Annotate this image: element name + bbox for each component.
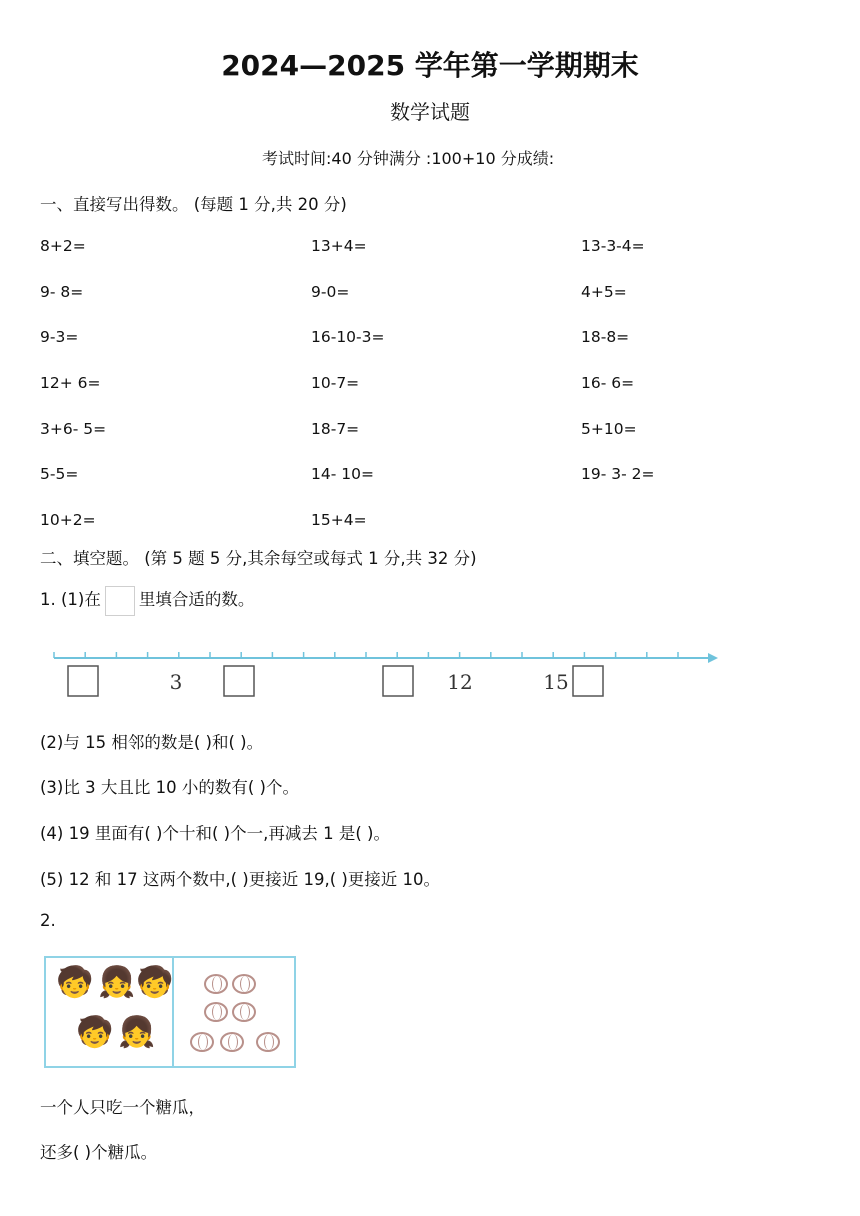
q2-line2: 还多( )个糖瓜。 [40, 1143, 158, 1162]
child-icon: 🧒 [136, 965, 174, 1000]
q1-3: (3)比 3 大且比 10 小的数有( )个。 [40, 778, 299, 797]
answer-box[interactable] [68, 666, 98, 696]
number-line-label: 15 [543, 670, 569, 694]
problem: 9-0= [311, 283, 350, 301]
problem: 12+ 6= [40, 374, 101, 392]
problem: 13+4= [311, 237, 367, 255]
problem: 5+10= [581, 420, 637, 438]
child-icon: 👧 [118, 1015, 156, 1050]
answer-box[interactable] [573, 666, 603, 696]
number-line-ticks [54, 652, 678, 658]
melon-icon [220, 1032, 244, 1052]
problem: 13-3-4= [581, 237, 645, 255]
child-icon: 🧒 [56, 965, 94, 1000]
q1-1-prompt [40, 585, 254, 616]
problem: 16-10-3= [311, 328, 385, 346]
problem: 10-7= [311, 374, 360, 392]
melon-icon [204, 1002, 228, 1022]
q2-figure [44, 956, 296, 1068]
q1-2: (2)与 15 相邻的数是( )和( )。 [40, 733, 264, 752]
number-line-label: 12 [447, 670, 473, 694]
child-icon: 👧 [98, 965, 136, 1000]
melon-icon [232, 1002, 256, 1022]
problem: 9-3= [40, 328, 79, 346]
melon-icon [232, 974, 256, 994]
problem: 15+4= [311, 511, 367, 529]
problem: 9- 8= [40, 283, 84, 301]
problem: 18-8= [581, 328, 630, 346]
problem: 4+5= [581, 283, 627, 301]
q1-1-suffix: 里填合适的数。 [138, 590, 255, 609]
exam-subtitle: 数学试题 [390, 100, 470, 124]
section-1-heading: 一、直接写出得数。 (每题 1 分,共 20 分) [40, 195, 347, 214]
section-2-heading: 二、填空题。 (第 5 题 5 分,其余每空或每式 1 分,共 32 分) [40, 549, 477, 568]
problem: 14- 10= [311, 465, 374, 483]
q1-4: (4) 19 里面有( )个十和( )个一,再减去 1 是( )。 [40, 824, 390, 843]
problem: 16- 6= [581, 374, 635, 392]
exam-info: 考试时间:40 分钟满分 :100+10 分成绩: [262, 149, 555, 168]
number-line [52, 638, 732, 704]
child-icon: 🧒 [76, 1015, 114, 1050]
problem: 8+2= [40, 237, 86, 255]
q1-1-prefix: 1. (1)在 [40, 590, 101, 609]
melon-icon [256, 1032, 280, 1052]
problem: 18-7= [311, 420, 360, 438]
q2-label: 2. [40, 911, 56, 930]
number-line-label: 3 [169, 670, 183, 694]
problem: 19- 3- 2= [581, 465, 655, 483]
answer-box[interactable] [224, 666, 254, 696]
q1-5: (5) 12 和 17 这两个数中,( )更接近 19,( )更接近 10。 [40, 870, 441, 889]
melon-icon [204, 974, 228, 994]
problem: 10+2= [40, 511, 96, 529]
melon-icon [190, 1032, 214, 1052]
q2-line1: 一个人只吃一个糖瓜， [40, 1098, 205, 1117]
problem: 3+6- 5= [40, 420, 107, 438]
answer-box[interactable] [383, 666, 413, 696]
arrow-right-icon [708, 653, 718, 663]
answer-box-example [105, 586, 135, 616]
problem: 5-5= [40, 465, 79, 483]
exam-title: 2024—2025 学年第一学期期末 [221, 49, 639, 82]
